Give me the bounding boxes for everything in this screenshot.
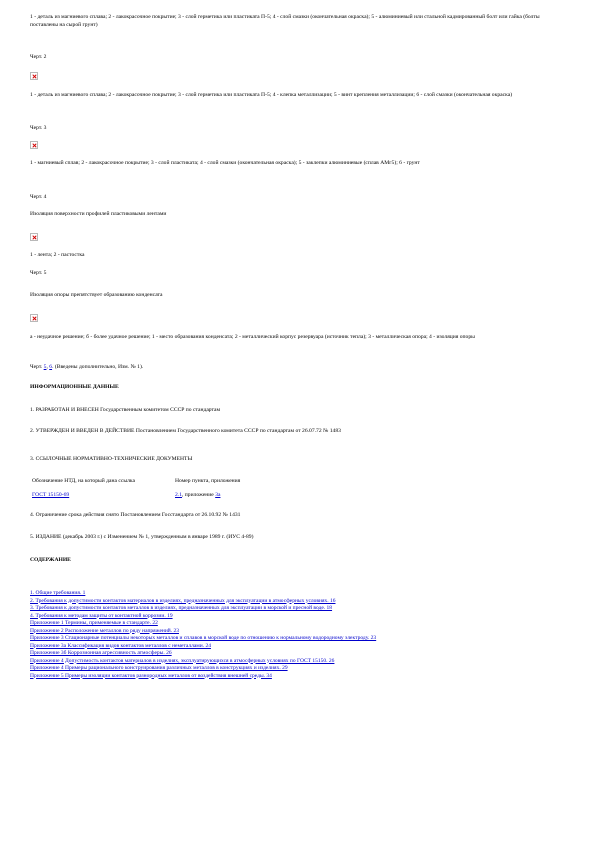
ref-col-point: Номер пункта, приложения [175, 478, 241, 484]
toc-item[interactable]: 3. Требования к допустимости контактов металлов в изделиях, предназначенных для эксплуатации в морской и пресной воде. 18 [30, 605, 333, 611]
ref-col-document: Обозначение НТД, на который дана ссылка [32, 478, 136, 484]
broken-image-icon [30, 314, 38, 322]
info-references-title: 3. ССЫЛОЧНЫЕ НОРМАТИВНО-ТЕХНИЧЕСКИЕ ДОКУМЕНТЫ [30, 456, 193, 462]
heading-profile-isolation: Изоляция поверхности профилей пластиковыми лентами [30, 211, 167, 217]
info-term-removed: 4. Ограничение срока действия снято Постановлением Госстандарта от 26.10.92 № 1431 [30, 512, 241, 518]
contents-title: СОДЕРЖАНИЕ [30, 557, 71, 563]
appendix-3a-link[interactable]: 3а [215, 492, 221, 498]
toc-item[interactable]: Приложение 2 Расположение металлов по ряду напряжений. 23 [30, 627, 179, 634]
figure-6-prefix: Черт. [30, 364, 43, 370]
toc-item[interactable]: Приложение 3а Классификация видов контактов металлов с неметаллами. 24 [30, 642, 211, 649]
figure-6-label: Черт. 5, 6. (Введены дополнительно, Изм. № 1). [30, 364, 144, 370]
table-of-contents [30, 590, 575, 680]
info-approved: 2. УТВЕРЖДЕН И ВВЕДЕН В ДЕЙСТВИЕ Постановлением Государственного комитета СССР по стандартам от 26.07.72 № 1483 [30, 428, 341, 434]
info-developed: 1. РАЗРАБОТАН И ВНЕСЕН Государственным комитетом СССР по стандартам [30, 407, 221, 413]
figure-3-caption: 1 - деталь из магниевого сплава; 2 - лакокрасочное покрытие; 3 - слой герметика или пластиката П-5; 4 - клепка металлизации; 5 - винт крепления металлизации; 6 - слой смазки (окончательная окраска) [30, 92, 513, 98]
gost-15150-link[interactable]: ГОСТ 15150-69 [32, 492, 70, 498]
chart-6-link[interactable]: 6 [49, 364, 53, 370]
figure-5-label: Черт. 5 [30, 270, 47, 276]
info-title: ИНФОРМАЦИОННЫЕ ДАННЫЕ [30, 384, 119, 390]
ref-point-cell [175, 492, 220, 500]
broken-image-icon [30, 233, 38, 241]
figure-4-caption: 1 - магниевый сплав; 2 - лакокрасочное покрытие; 3 - слой пластиката; 4 - слой смазки (окончательная окраска); 5 - заклепки алюминиевые (сплав АМг5); 6 - грунт [30, 160, 420, 166]
toc-item[interactable]: 4. Требования к методам защиты от контактной коррозии. 19 [30, 612, 173, 619]
toc-item[interactable]: 1. Общие требования. 1 [30, 590, 86, 596]
figure-4-label: Черт. 4 [30, 194, 47, 200]
figure-2-label: Черт. 2 [30, 54, 47, 60]
toc-item[interactable]: Приложение 1 Термины, применяемые в стандарте. 22 [30, 620, 158, 626]
toc-item[interactable]: Приложение 4 Допустимость контактов материалов в изделиях, эксплуатирующихся в атмосферных условиях по ГОСТ 15150. 26 [30, 657, 335, 664]
figure-5-caption: 1 - лента; 2 - пастостка [30, 252, 85, 258]
ref-point-text: , приложение [182, 492, 214, 498]
figure-6-caption: а - неудачное решение; б - более удачное решение; 1 - место образования конденсата; 2 - металлический корпус резервуара (источник тепла); 3 - металлическая опора; 4 - изоляция опоры [30, 334, 475, 340]
broken-image-icon [30, 72, 38, 80]
toc-item[interactable]: Приложение 3б Коррозионная агрессивность атмосферы. 26 [30, 650, 172, 656]
info-edition: 5. ИЗДАНИЕ (декабрь 2003 г.) с Изменением № 1, утвержденным в январе 1989 г. (ИУС 4-89) [30, 534, 254, 540]
figure-6-suffix: (Введены дополнительно, Изм. № 1). [54, 364, 144, 370]
figure-2-caption: 1 - деталь из магниевого сплава; 2 - лакокрасочное покрытие; 3 - слой герметика или пластиката П-5; 4 - слой смазки (окончательная окраска); 5 - алюминиевый или стальной кадмированный болт или гайка (болты поставлены на сырой грунт) [30, 14, 540, 28]
toc-item[interactable]: Приложение 5 Примеры изоляции контактов разнородных металлов от воздействия внешней среды. 34 [30, 672, 272, 679]
point-2-1-link[interactable]: 2.1 [175, 492, 182, 498]
broken-image-icon [30, 141, 38, 149]
chart-5-link[interactable]: 5 [43, 364, 47, 370]
toc-item[interactable]: Приложение 3 Стационарные потенциалы некоторых металлов и сплавов в морской воде по отношению к нормальному водородному электроду. 23 [30, 635, 377, 641]
toc-item[interactable]: 2. Требования к допустимости контактов материалов в изделиях, предназначенных для эксплуатации в атмосферных условиях. 16 [30, 597, 336, 604]
figure-3-label: Черт. 3 [30, 125, 47, 131]
heading-support-isolation: Изоляция опоры препятствует образованию конденсата [30, 292, 163, 298]
toc-item[interactable]: Приложение 4 Примеры рационального конструирования различных металлов в конструкциях и изделиях. 29 [30, 665, 288, 671]
